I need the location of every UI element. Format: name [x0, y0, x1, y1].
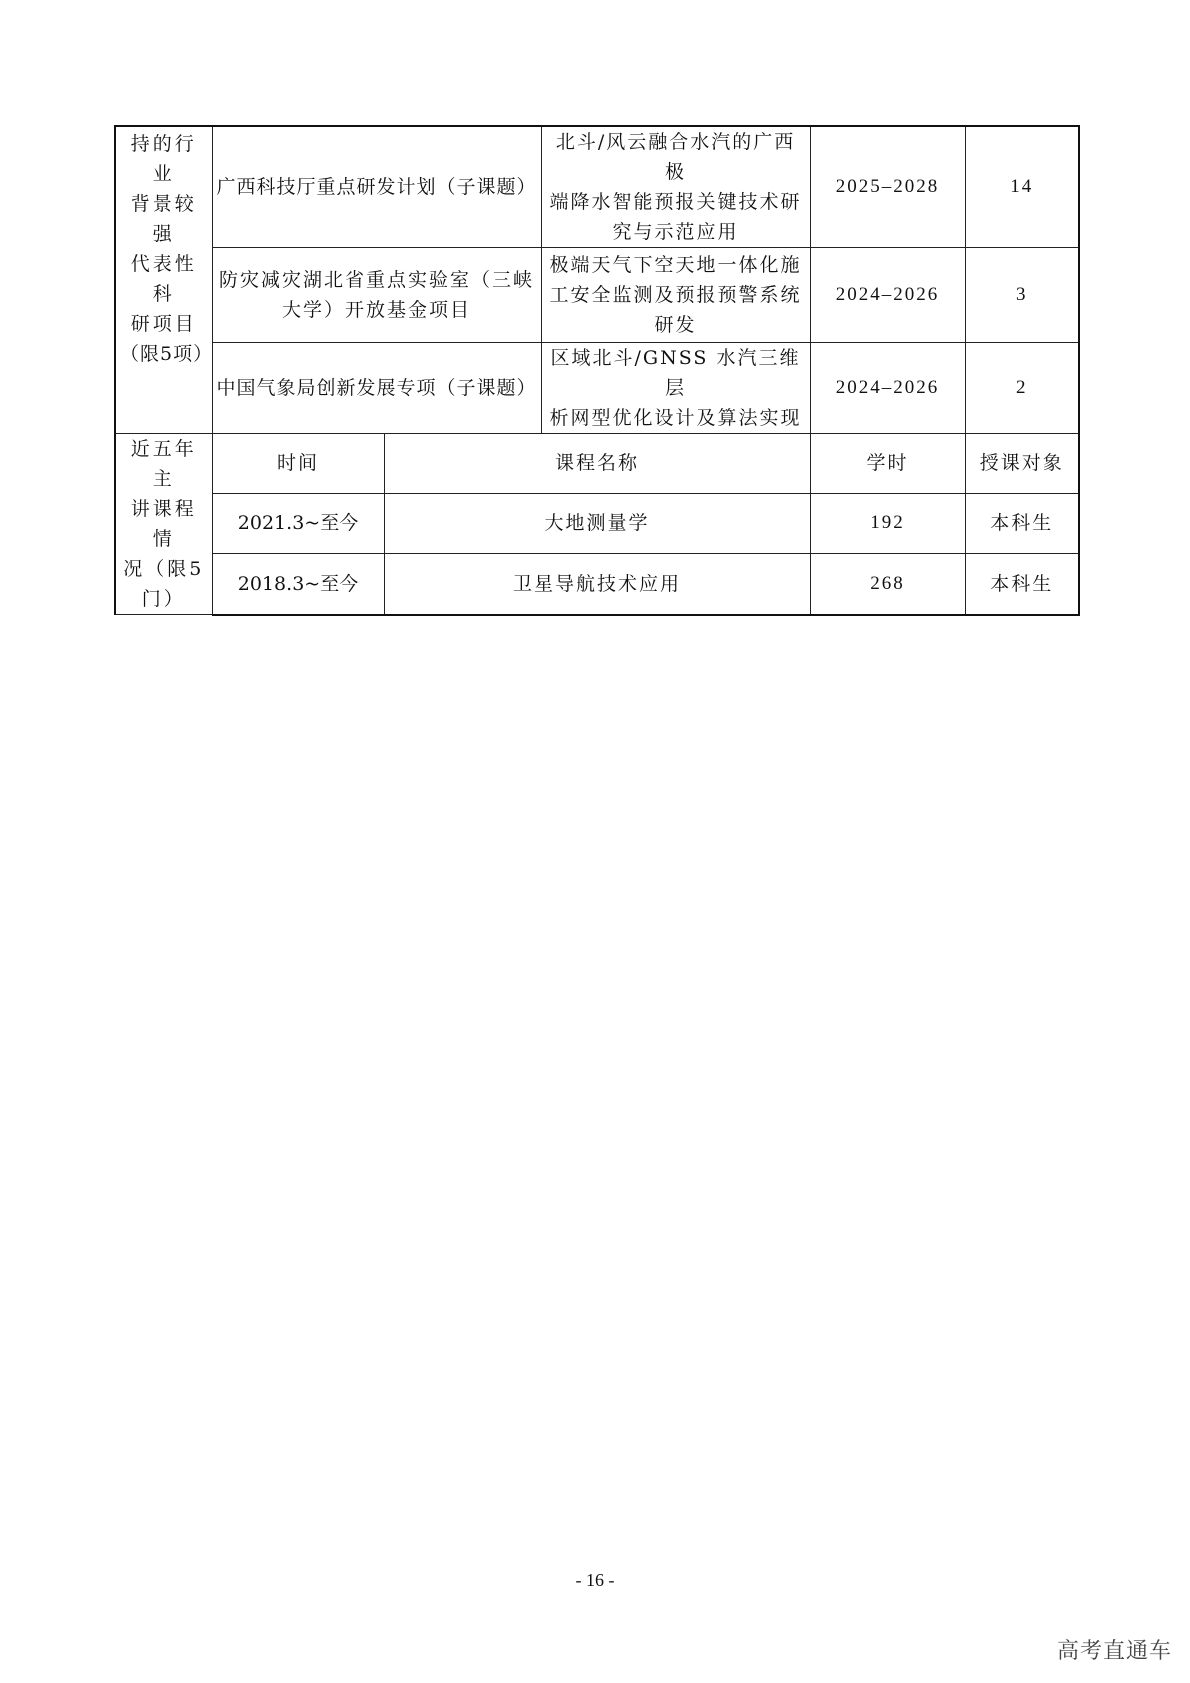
- project-source: 防灾减灾湖北省重点实验室（三峡 大学）开放基金项目: [212, 248, 541, 343]
- project-source: 广西科技厅重点研发计划（子课题）: [212, 126, 541, 248]
- course-audience: 本科生: [965, 493, 1079, 553]
- projects-section-label: 持的行业 背景较强 代表性科 研项目 （限5项）: [115, 126, 212, 434]
- project-amount: 14: [965, 126, 1079, 248]
- project-amount: 2: [965, 343, 1079, 434]
- header-time: 时间: [212, 434, 384, 494]
- info-table: [114, 125, 1080, 616]
- project-period: 2025–2028: [810, 126, 965, 248]
- course-row: [115, 493, 1079, 553]
- watermark: 高考直通车: [1056, 1639, 1172, 1664]
- course-name: 大地测量学: [384, 493, 810, 553]
- project-title: 极端天气下空天地一体化施 工安全监测及预报预警系统 研发: [541, 248, 810, 343]
- courses-header-row: [115, 434, 1079, 494]
- course-row: [115, 553, 1079, 614]
- project-row: [115, 126, 1079, 248]
- header-hours: 学时: [810, 434, 965, 494]
- project-period: 2024–2026: [810, 343, 965, 434]
- course-audience: 本科生: [965, 553, 1079, 614]
- course-name: 卫星导航技术应用: [384, 553, 810, 614]
- header-course-name: 课程名称: [384, 434, 810, 494]
- header-audience: 授课对象: [965, 434, 1079, 494]
- course-time: 2021.3~至今: [212, 493, 384, 553]
- page-number: - 16 -: [575, 1570, 615, 1590]
- project-row: [115, 343, 1079, 434]
- project-row: [115, 248, 1079, 343]
- course-time: 2018.3~至今: [212, 553, 384, 614]
- project-title: 北斗/风云融合水汽的广西极 端降水智能预报关键技术研 究与示范应用: [541, 126, 810, 248]
- project-source: 中国气象局创新发展专项（子课题）: [212, 343, 541, 434]
- course-hours: 268: [810, 553, 965, 614]
- project-period: 2024–2026: [810, 248, 965, 343]
- project-amount: 3: [965, 248, 1079, 343]
- course-hours: 192: [810, 493, 965, 553]
- courses-section-label: 近五年主 讲课程情 况（限5 门）: [115, 434, 212, 615]
- project-title: 区域北斗/GNSS 水汽三维层 析网型优化设计及算法实现: [541, 343, 810, 434]
